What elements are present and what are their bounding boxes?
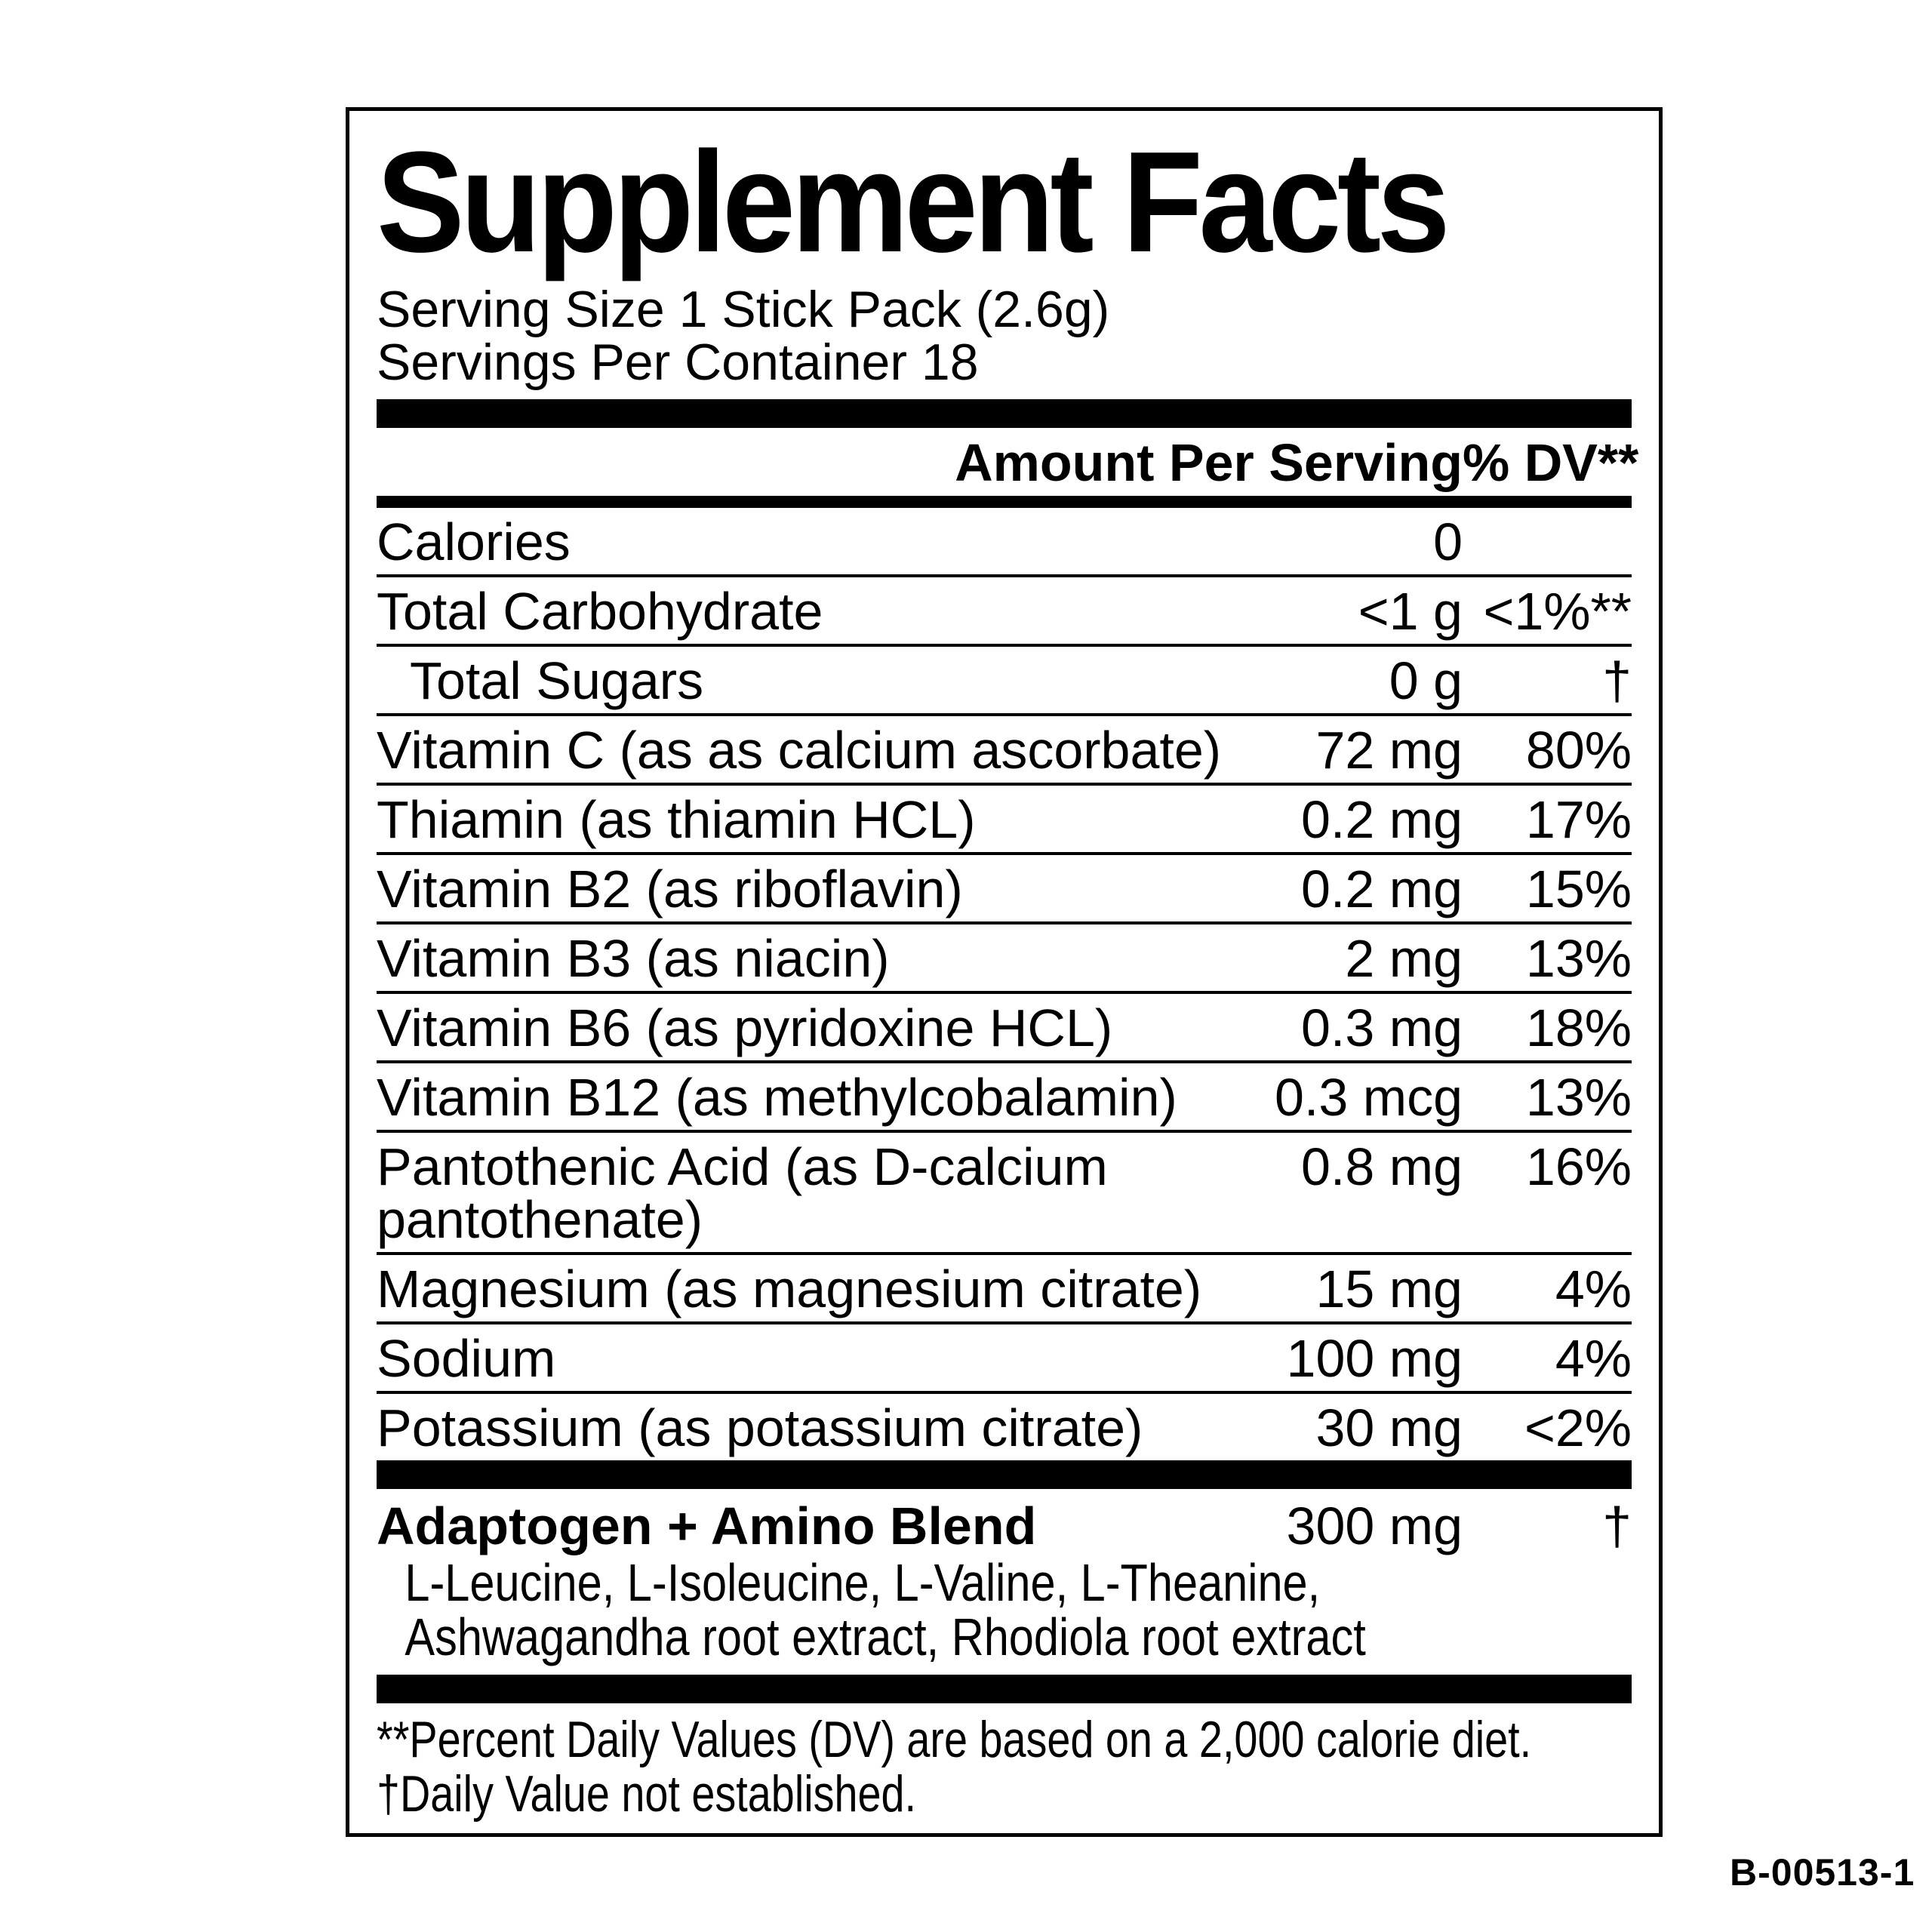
nutrient-dv: 4% — [1555, 1329, 1632, 1388]
blend-dv: † — [1602, 1497, 1632, 1555]
nutrient-dv: 18% — [1525, 998, 1632, 1057]
divider-thick-top — [377, 399, 1632, 428]
nutrient-row-pantothenic-acid — [377, 1133, 1632, 1255]
nutrient-name: Magnesium (as magnesium citrate) — [377, 1260, 1202, 1318]
nutrient-name: Vitamin B6 (as pyridoxine HCL) — [377, 998, 1113, 1057]
nutrient-row-thiamin — [377, 786, 1632, 855]
nutrient-row-vitamin-b6 — [377, 994, 1632, 1063]
nutrient-name: Pantothenic Acid (as D-calcium pantothenate) — [377, 1137, 1108, 1249]
serving-size-line: Serving Size 1 Stick Pack (2.6g) — [377, 281, 1110, 338]
nutrient-dv: † — [1602, 651, 1632, 710]
nutrient-amount: 100 mg — [1286, 1329, 1463, 1388]
nutrient-dv: 13% — [1525, 929, 1632, 988]
nutrient-amount: 30 mg — [1315, 1398, 1463, 1457]
nutrient-row-sodium — [377, 1324, 1632, 1394]
footnote-dagger: †Daily Value not established. — [377, 1765, 917, 1823]
nutrient-amount: 0 g — [1389, 651, 1463, 710]
blend-name: Adaptogen + Amino Blend — [377, 1497, 1037, 1555]
nutrient-name: Total Carbohydrate — [377, 582, 823, 641]
nutrient-row-total-carbohydrate — [377, 577, 1632, 647]
divider-medium — [377, 496, 1632, 508]
nutrient-amount: 0 — [1433, 512, 1463, 571]
nutrient-amount: 72 mg — [1315, 721, 1463, 780]
nutrient-dv: 4% — [1555, 1260, 1632, 1318]
nutrient-dv: 80% — [1525, 721, 1632, 780]
divider-thick-blend — [377, 1460, 1632, 1489]
nutrient-amount: 0.3 mg — [1301, 998, 1463, 1057]
nutrient-dv: <1%** — [1483, 582, 1632, 641]
nutrient-name: Thiamin (as thiamin HCL) — [377, 790, 976, 849]
nutrient-name: Vitamin B3 (as niacin) — [377, 929, 890, 988]
nutrient-amount: 15 mg — [1315, 1260, 1463, 1318]
nutrient-dv: 16% — [1525, 1137, 1632, 1196]
percent-dv-header: % DV** — [1463, 433, 1639, 492]
nutrient-amount: 0.2 mg — [1301, 860, 1463, 918]
nutrient-dv: 13% — [1525, 1068, 1632, 1127]
nutrient-row-vitamin-b12 — [377, 1063, 1632, 1133]
nutrient-amount: 2 mg — [1345, 929, 1463, 988]
footnotes-section — [377, 1712, 1632, 1821]
nutrient-name: Vitamin B2 (as riboflavin) — [377, 860, 963, 918]
nutrient-dv: <2% — [1524, 1398, 1632, 1457]
nutrient-dv: 17% — [1525, 790, 1632, 849]
panel-title: Supplement Facts — [377, 122, 1447, 282]
blend-ingredients-line-2: Ashwagandha root extract, Rhodiola root extract — [405, 1607, 1366, 1666]
nutrient-name: Sodium — [377, 1329, 556, 1388]
divider-thick-bottom — [377, 1675, 1632, 1703]
footnote-daily-values: **Percent Daily Values (DV) are based on a 2,000 calorie diet. — [377, 1711, 1532, 1768]
nutrient-row-vitamin-b3 — [377, 924, 1632, 994]
blend-amount: 300 mg — [1286, 1497, 1463, 1555]
nutrient-amount: <1 g — [1358, 582, 1463, 641]
blend-ingredients-line-1: L-Leucine, L-Isoleucine, L-Valine, L-Theanine, — [405, 1553, 1321, 1612]
nutrient-dv: 15% — [1525, 860, 1632, 918]
servings-per-container-line: Servings Per Container 18 — [377, 334, 979, 391]
nutrient-row-magnesium — [377, 1255, 1632, 1324]
nutrient-amount: 0.3 mcg — [1275, 1068, 1463, 1127]
blend-row — [377, 1489, 1632, 1555]
nutrient-row-potassium — [377, 1394, 1632, 1460]
nutrient-name: Vitamin C (as as calcium ascorbate) — [377, 721, 1222, 780]
nutrient-name: Potassium (as potassium citrate) — [377, 1398, 1143, 1457]
nutrient-name: Calories — [377, 512, 571, 571]
product-code: B-00513-1 — [1730, 1851, 1915, 1894]
column-header-row — [377, 433, 1639, 492]
amount-per-serving-header: Amount Per Serving — [955, 433, 1463, 492]
nutrient-row-calories — [377, 508, 1632, 577]
nutrient-amount: 0.2 mg — [1301, 790, 1463, 849]
supplement-facts-panel — [346, 107, 1663, 1837]
nutrient-row-vitamin-b2 — [377, 855, 1632, 924]
nutrient-amount: 0.8 mg — [1301, 1137, 1463, 1196]
nutrient-row-total-sugars — [377, 647, 1632, 716]
nutrient-row-vitamin-c — [377, 716, 1632, 786]
nutrient-name: Total Sugars — [410, 651, 704, 710]
nutrient-name: Vitamin B12 (as methylcobalamin) — [377, 1068, 1177, 1127]
